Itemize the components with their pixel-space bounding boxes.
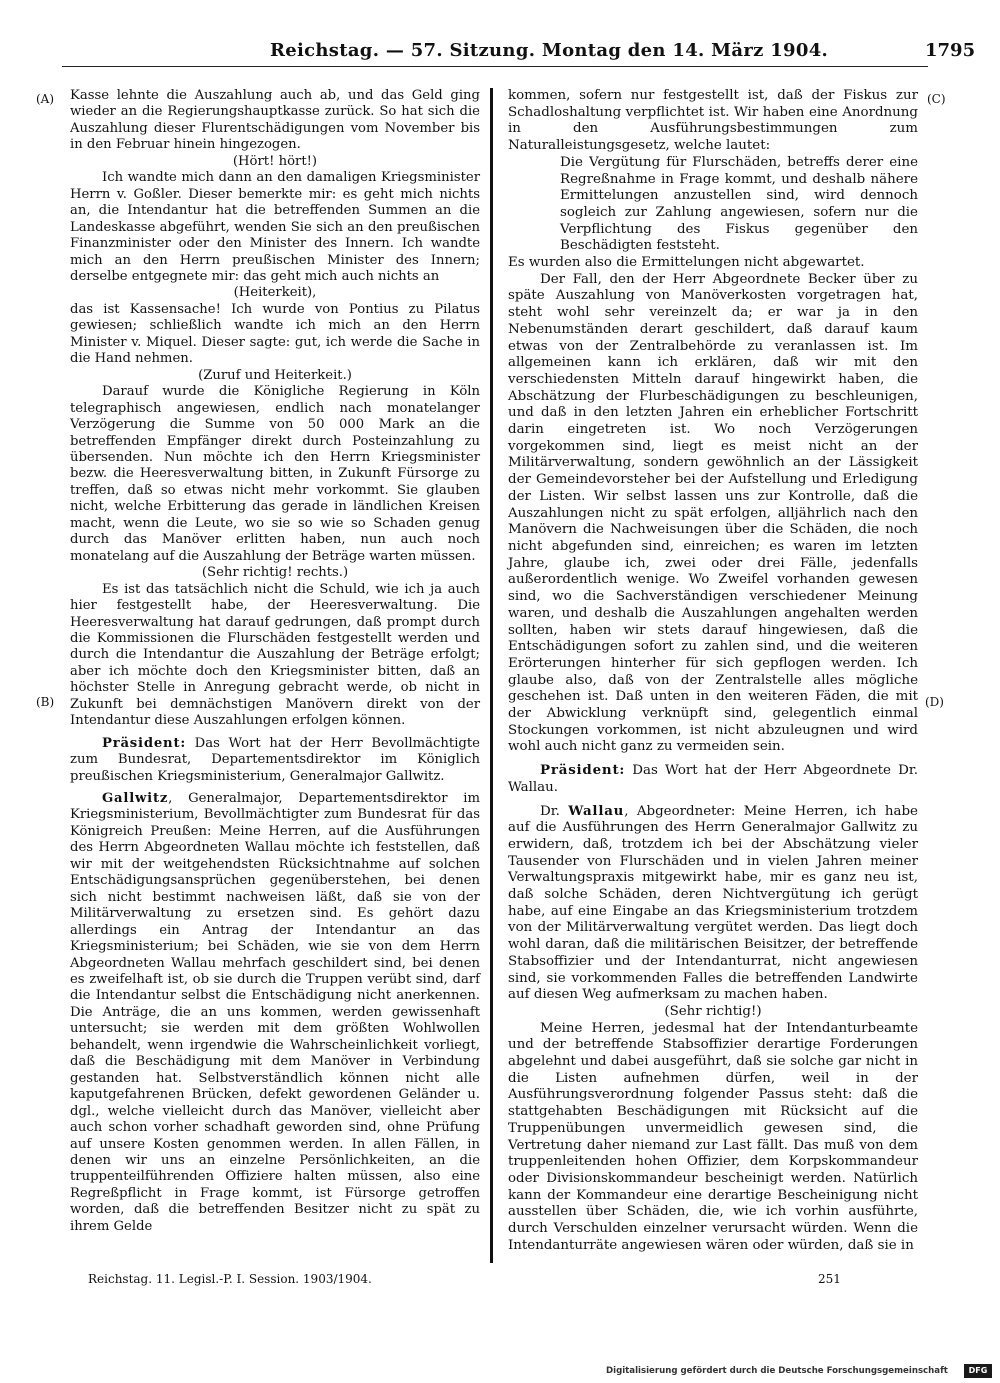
footer-signature: 251 xyxy=(818,1272,841,1286)
credit-text: Digitalisierung gefördert durch die Deutsche Forschungsgemeinschaft xyxy=(606,1366,948,1376)
interjection: (Sehr richtig! rechts.) xyxy=(201,565,349,581)
paragraph: kommen, sofern nur festgestellt ist, daß der Fiskus zur Schadloshaltung verpflichtet ist. Wir haben eine Anordnung in den Ausführungsbestimmungen zum Naturalleistungsgesetz, welche lautet: xyxy=(508,88,918,154)
speech-wallau xyxy=(508,803,918,1004)
margin-marker-b: (B) xyxy=(36,695,55,709)
speaker-title: Dr. xyxy=(540,803,569,819)
margin-marker-c: (C) xyxy=(927,92,946,106)
paragraph: Es wurden also die Ermittelungen nicht abgewartet. xyxy=(508,255,865,271)
speaker-name: Wallau xyxy=(568,802,625,819)
paragraph: Ich wandte mich dann an den damaligen Kriegsminister Herrn v. Goßler. Dieser bemerkte mir: es geht mich nichts an, die Intendantur hat die betreffenden Summen an die Landeskasse abgeführt, wenden Sie sich an den preußischen Finanzminister oder den Minister des Innern. Ich wandte mich an den Herrn preußischen Minister des Innern; derselbe entgegnete mir: das geht mich auch nichts an xyxy=(70,170,480,284)
speech-text: Das Wort hat der Herr Bevollmächtigte zum Bundesrat, Departementsdirektor im Königlich preußischen Kriegsministerium, Generalmajor Gallwitz. xyxy=(70,735,480,784)
paragraph: Es ist das tatsächlich nicht die Schuld, wie ich ja auch hier festgestellt habe, der Heeresverwaltung. Die Heeresverwaltung hat darauf gedrungen, daß prompt durch die Kommissionen die Flurschäden festgestellt werden und durch die Intendantur die Auszahlung der Beträge erfolgt; aber ich möchte doch den Kriegsminister bitten, daß an höchster Stelle in Anregung gebracht werde, ob nicht in Zukunft bei demnächstigen Manövern direkt von der Intendantur diese Auszahlungen erfolgen können. xyxy=(70,581,480,729)
footer-session: Reichstag. 11. Legisl.-P. I. Session. 1903/1904. xyxy=(88,1272,372,1286)
block-quote: Die Vergütung für Flurschäden, betreffs derer eine Regreßnahme in Frage kommt, und deshalb nähere Ermittelungen anzustellen sind, wird dennoch sogleich zur Zahlung angewiesen, sofern nur die Verpflichtung des Fiskus gegenüber den Beschädigten feststeht. xyxy=(560,154,918,254)
paragraph: das ist Kassensache! Ich wurde von Pontius zu Pilatus gewiesen; schließlich wandte ich mich an den Herrn Minister v. Miquel. Dieser sagte: gut, ich werde die Sache in die Hand nehmen. xyxy=(70,301,480,367)
column-divider xyxy=(490,88,493,1263)
speaker-name: Präsident: xyxy=(540,762,626,779)
header-title: Reichstag. — 57. Sitzung. Montag den 14. März 1904. xyxy=(270,40,829,61)
speaker-name: Gallwitz xyxy=(102,791,169,807)
dfg-logo: DFG xyxy=(964,1364,992,1378)
speech-gallwitz xyxy=(70,791,480,1235)
page-number: 1795 xyxy=(925,40,976,61)
interjection: (Sehr richtig!) xyxy=(664,1003,762,1019)
paragraph: Der Fall, den der Herr Abgeordnete Becker über zu späte Auszahlung von Manöverkosten vorgetragen hat, steht wohl sehr vereinzelt da; er war ja in den Nebenumständen derart geschildert, daß darauf kaum etwas von der Zentralbehörde zu veranlassen ist. Im allgemeinen kann ich erklären, daß wir mit den verschiedensten Mitteln darauf hingewirkt haben, die Abschätzung der Flurbeschädigungen zu beschleunigen, und daß in den letzten Jahren ein erheblicher Fortschritt darin eingetreten ist. Wo noch Verzögerungen vorgekommen sind, liegt es meist nicht an der Militärverwaltung, sondern gewöhnlich an der Lässigkeit der Gemeindevorsteher bei der Aufstellung und Erledigung der Listen. Wir selbst lassen uns zur Kontrolle, daß die Auszahlungen nicht zu spät erfolgen, alljährlich nach den Manövern die Nachweisungen über die Schäden, die noch nicht abgefunden sind, einreichen; es waren im letzten Jahre, glaube ich, zwei oder drei Fälle, jedenfalls außerordentlich wenige. Wo Zweifel vorhanden gewesen sind, wo die Sachverständigen verschiedener Meinung waren, und deshalb die Auszahlungen angehalten werden sollten, haben wir stets darauf hingewiesen, daß die Entschädigungen sofort zu zahlen sind, und die weiteren Erörterungen hinterher für sich gepflogen werden. Ich glaube also, daß von der Zentralstelle alles mögliche geschehen ist. Daß unten in den weiteren Fäden, die mit der Abwicklung verknüpft sind, gelegentlich einmal Stockungen vorkommen, ist nicht abzuleugnen und wird wohl auch nicht ganz zu vermeiden sein. xyxy=(508,271,918,755)
margin-marker-a: (A) xyxy=(36,92,55,106)
speech-text: , Abgeordneter: Meine Herren, ich habe auf die Ausführungen des Herrn Generalmajor Gallwitz zu erwidern, daß, trotzdem ich bei der Abschätzung vieler Tausender von Flurschäden und in vielen Jahren meiner Verwaltungspraxis mitgewirkt habe, mir es ganz neu ist, daß solche Schäden, deren Nichtvergütung ich gerügt habe, auf eine Eingabe an das Kriegsministerium trotzdem von der Militärverwaltung vergütet werden. Das liegt doch wohl daran, daß die militärischen Beisitzer, der betreffende Stabsoffizier und der Intendanturrat, nicht angewiesen sind, sie vorkommenden Falles die betreffenden Landwirte auf diesen Weg aufmerksam zu machen haben. xyxy=(508,803,918,1003)
speech-praesident xyxy=(508,762,918,796)
speech-praesident xyxy=(70,736,480,785)
interjection: (Zuruf und Heiterkeit.) xyxy=(198,367,352,383)
paragraph: Meine Herren, jedesmal hat der Intendanturbeamte und der betreffende Stabsoffizier derartige Forderungen abgelehnt und dabei ausgeführt, daß sie solche gar nicht in die Listen aufnehmen dürfen, weil in der Ausführungsverordnung folgender Passus steht: daß die stattgehabten Beschädigungen mit Rücksicht auf die Truppenübungen unvermeidlich gewesen sind, die Vertretung daher niemand zur Last fällt. Das muß von dem truppenleitenden hohen Offizier, dem Korpskommandeur oder Divisionskommandeur bescheinigt werden. Natürlich kann der Kommandeur eine derartige Bescheinigung nicht ausstellen über Schäden, die, wie ich vorhin ausführte, durch Verschulden einzelner verursacht würden. Wenn die Intendanturräte angewiesen wären oder würden, daß sie in xyxy=(508,1020,918,1253)
speaker-name: Präsident: xyxy=(102,735,187,751)
paragraph: Kasse lehnte die Auszahlung auch ab, und das Geld ging wieder an die Regierungshauptkasse zurück. So hat sich die Auszahlung dieser Flurentschädigungen vom November bis in den Februar hinein hingezogen. xyxy=(70,88,480,153)
right-column xyxy=(508,88,918,1255)
interjection: (Heiterkeit), xyxy=(233,285,317,301)
paragraph: Darauf wurde die Königliche Regierung in Köln telegraphisch angewiesen, endlich nach monatelanger Verzögerung die Summe von 50 000 Mark an die betreffenden Empfänger direkt durch Posteinzahlung zu übersenden. Nun möchte ich den Herrn Kriegsminister bezw. die Heeresverwaltung bitten, in Zukunft Fürsorge zu treffen, daß so etwas nicht mehr vorkommt. Sie glauben nicht, welche Erbitterung das gerade in ländlichen Kreisen macht, wenn die Leute, wo sie so wie so Schaden genug durch das Manöver erlitten haben, nun auch noch monatelang auf die Auszahlung der Beträge warten müssen. xyxy=(70,384,480,564)
speech-text: Das Wort hat der Herr Abgeordnete Dr. Wallau. xyxy=(508,763,919,795)
left-column xyxy=(70,88,480,1235)
header-rule xyxy=(62,66,928,67)
margin-marker-d: (D) xyxy=(925,695,944,709)
speech-text: , Generalmajor, Departementsdirektor im Kriegsministerium, Bevollmächtigter zum Bundesrat für das Königreich Preußen: Meine Herren, auf die Ausführungen des Herrn Abgeordneten Wallau möchte ich feststellen, daß wir mit der weitgehendsten Rücksichtnahme auf solchen Entschädigungsansprüchen gegenüberstehen, bei denen sich nicht bestimmt nachweisen läßt, daß sie von der Militärverwaltung zu ersetzen sind. Es gehört dazu allerdings ein Antrag der Intendantur an das Kriegsministerium; bei Schäden, wie sie von dem Herrn Abgeordneten Wallau mehrfach geschildert sind, bei denen es zweifelhaft ist, ob sie durch die Truppen verübt sind, darf die Intendantur selbst die Entschädigung nicht anerkennen. Die Anträge, die an uns kommen, werden gewissenhaft untersucht; sie werden mit dem größten Wohlwollen behandelt, wenn irgendwie die Wahrscheinlichkeit vorliegt, daß die Beschädigung mit dem Manöver in Verbindung gestanden hat. Selbstverständlich können nicht alle kaputgefahrenen Brücken, defekt gewordenen Geländer u. dgl., welche vielleicht durch das Manöver, vielleicht aber auch schon vorher schadhaft geworden sind, ohne Prüfung auf unsere Kosten genommen werden. In allen Fällen, in denen wir uns an einzelne Persönlichkeiten, an die truppenteilführenden Offiziere halten müssen, also eine Regreßpflicht in Frage kommt, ist Fürsorge getroffen worden, daß die betreffenden Besitzer nicht zu spät zu ihrem Gelde xyxy=(70,791,480,1234)
digitization-credit xyxy=(606,1364,994,1380)
interjection: (Hört! hört!) xyxy=(232,153,318,169)
